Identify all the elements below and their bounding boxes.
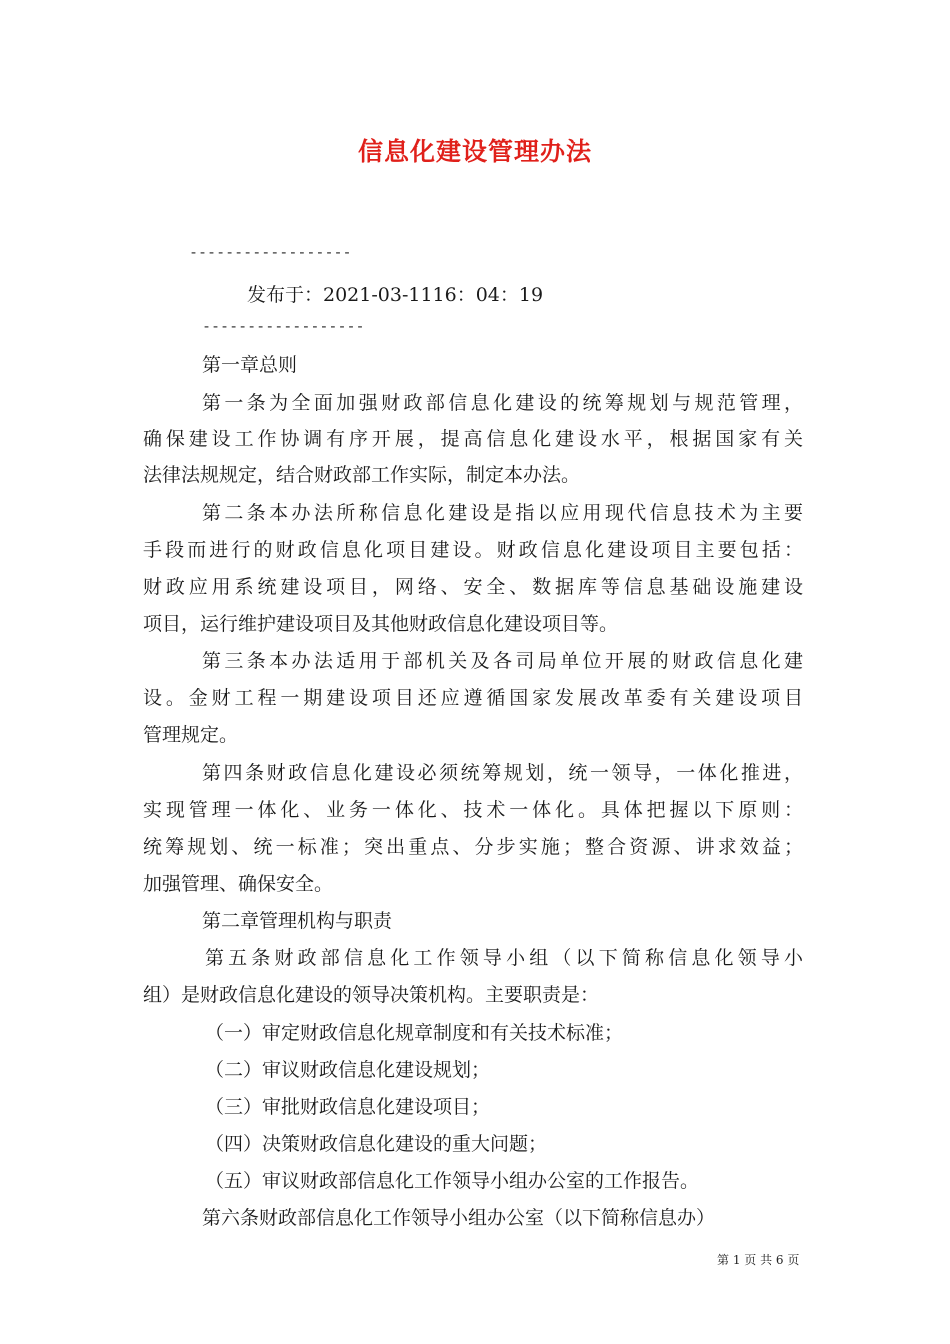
body-line: 设。金财工程一期建设项目还应遵循国家发展改革委有关建设项目 [143, 687, 803, 709]
separator-bottom: ------------------ [202, 317, 365, 335]
body-line: 第三条本办法适用于部机关及各司局单位开展的财政信息化建 [202, 650, 803, 672]
body-line: 手段而进行的财政信息化项目建设。财政信息化建设项目主要包括： [143, 539, 803, 561]
body-line: 实现管理一体化、业务一体化、技术一体化。具体把握以下原则： [143, 799, 803, 821]
list-item: （三）审批财政信息化建设项目； [205, 1096, 491, 1118]
list-item: （一）审定财政信息化规章制度和有关技术标准； [205, 1022, 624, 1044]
publish-date: 发布于：2021-03-1116：04：19 [247, 284, 544, 306]
chapter-heading: 第一章总则 [202, 354, 298, 376]
list-item: （四）决策财政信息化建设的重大问题； [205, 1133, 548, 1155]
body-line: 财政应用系统建设项目，网络、安全、数据库等信息基础设施建设 [143, 576, 803, 598]
page-number: 第 1 页 共 6 页 [717, 1253, 800, 1267]
body-line: 组）是财政信息化建设的领导决策机构。主要职责是： [143, 984, 600, 1006]
body-line: 法律法规规定，结合财政部工作实际，制定本办法。 [143, 464, 581, 486]
body-line: 第六条财政部信息化工作领导小组办公室（以下简称信息办） [202, 1207, 716, 1229]
body-line: 统筹规划、统一标准；突出重点、分步实施；整合资源、讲求效益； [143, 836, 803, 858]
document-title: 信息化建设管理办法 [357, 137, 592, 166]
body-line: 加强管理、确保安全。 [143, 873, 334, 895]
separator-top: ------------------ [189, 243, 352, 261]
body-line: 第一条为全面加强财政部信息化建设的统筹规划与规范管理， [202, 392, 803, 414]
body-line: 第二条本办法所称信息化建设是指以应用现代信息技术为主要 [202, 502, 803, 524]
list-item: （五）审议财政部信息化工作领导小组办公室的工作报告。 [205, 1170, 700, 1192]
body-line: 第五条财政部信息化工作领导小组（以下简称信息化领导小 [205, 947, 803, 969]
body-line: 项目，运行维护建设项目及其他财政信息化建设项目等。 [143, 613, 619, 635]
chapter-heading: 第二章管理机构与职责 [202, 910, 393, 932]
body-line: 确保建设工作协调有序开展，提高信息化建设水平，根据国家有关 [143, 428, 803, 450]
body-line: 管理规定。 [143, 724, 239, 746]
body-line: 第四条财政信息化建设必须统筹规划，统一领导，一体化推进， [202, 762, 803, 784]
list-item: （二）审议财政信息化建设规划； [205, 1059, 491, 1081]
